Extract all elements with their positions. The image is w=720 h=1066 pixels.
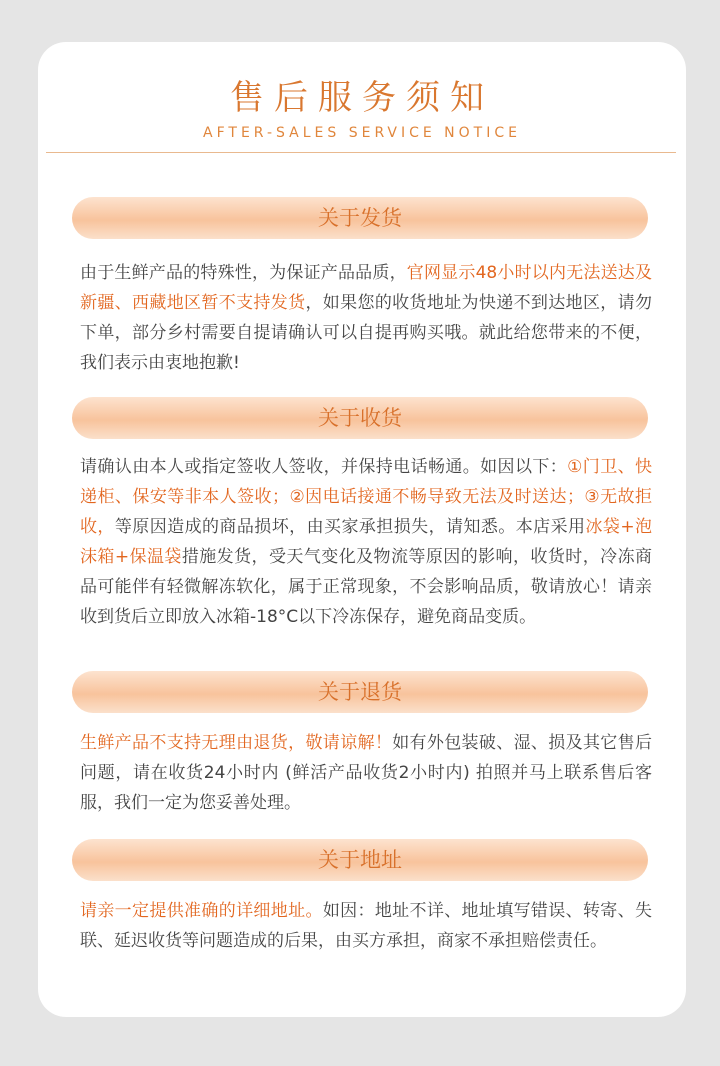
text-span: 由于生鲜产品的特殊性，为保证产品品质， <box>80 263 407 283</box>
section-heading-receiving: 关于收货 <box>72 397 648 439</box>
page-title: 售后服务须知 <box>230 78 494 118</box>
text-span: 等原因造成的商品损坏，由买家承担损失，请知悉。本店采用 <box>114 517 586 537</box>
section-text-address <box>80 896 652 956</box>
page-subtitle: AFTER-SALES SERVICE NOTICE <box>203 125 521 141</box>
highlight-text: 冰袋+泡沫箱+保温袋 <box>80 517 653 567</box>
notice-card <box>38 42 686 1017</box>
highlight-text: 生鲜产品不支持无理由退货，敬请谅解！ <box>80 733 393 753</box>
section-heading-returns: 关于退货 <box>72 671 648 713</box>
text-span: 措施发货，受天气变化及物流等原因的影响，收货时，冷冻商品可能伴有轻微解冻软化，属于正常现象，不会影响品质，敬请放心！请亲收到货后立即放入冰箱-18°C以下冷冻保存，避免商品变质。 <box>80 547 652 627</box>
header-divider <box>46 152 676 153</box>
section-text-receiving <box>80 452 652 632</box>
text-span: 如有外包装破、湿、损及其它售后问题，请在收货24小时内 (鲜活产品收货2小时内) 拍照并马上联系售后客服，我们一定为您妥善处理。 <box>80 733 652 813</box>
highlight-text: ①门卫、快递柜、保安等非本人签收；②因电话接通不畅导致无法及时送达；③无故拒收， <box>80 457 652 537</box>
section-heading-address: 关于地址 <box>72 839 648 881</box>
section-text-shipping <box>80 258 652 378</box>
section-text-returns <box>80 728 652 818</box>
highlight-text: 请亲一定提供准确的详细地址。 <box>80 901 323 921</box>
text-span: ，如果您的收货地址为快递不到达地区，请勿下单，部分乡村需要自提请确认可以自提再购买哦。就此给您带来的不便，我们表示由衷地抱歉! <box>80 293 652 373</box>
text-span: 请确认由本人或指定签收人签收，并保持电话畅通。如因以下： <box>80 457 568 477</box>
section-heading-shipping: 关于发货 <box>72 197 648 239</box>
text-span: 如因：地址不详、地址填写错误、转寄、失联、延迟收货等问题造成的后果，由买方承担，商家不承担赔偿责任。 <box>80 901 652 951</box>
highlight-text: 官网显示48小时以内无法送达及新疆、西藏地区暂不支持发货 <box>80 263 652 313</box>
